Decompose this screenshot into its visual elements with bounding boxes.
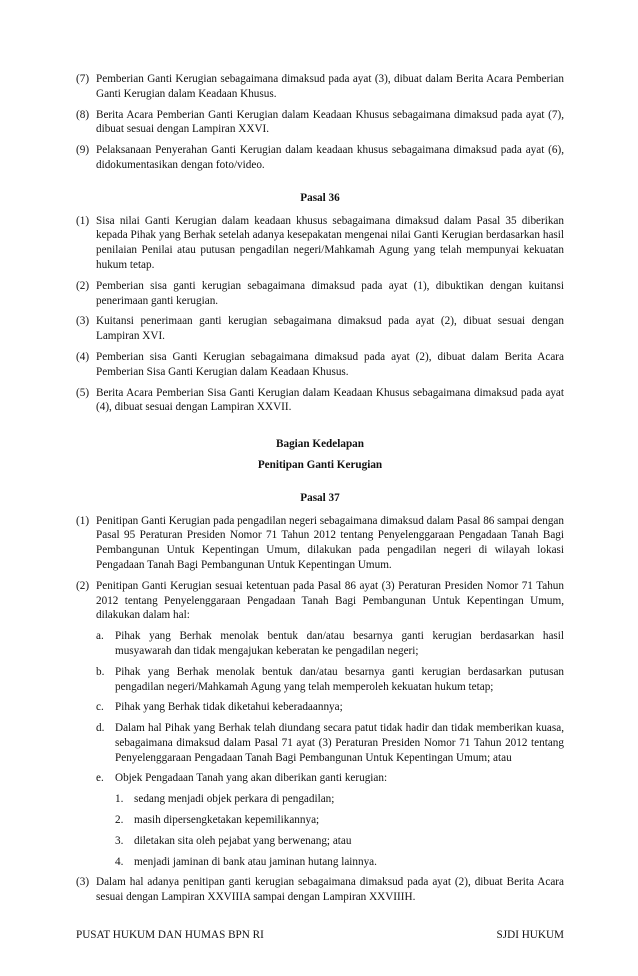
footer-left-text: PUSAT HUKUM DAN HUMAS BPN RI bbox=[76, 929, 264, 941]
clause-number: (1) bbox=[76, 514, 90, 527]
pasal-36-clause-5 bbox=[76, 386, 564, 416]
clause-text: Sisa nilai Ganti Kerugian dalam keadaan khusus sebagaimana dimaksud dalam Pasal 35 diberikan kepada Pihak yang Berhak setelah adanya kesepakatan mengenai nilai Ganti Kerugian berdasarkan hasil penilaian Penilai atau putusan pengadilan negeri/Mahkamah Agung yang telah mempunyai kekuatan hukum tetap. bbox=[96, 214, 564, 271]
sub-sub-item-text: menjadi jaminan di bank atau jaminan hutang lainnya. bbox=[134, 855, 377, 868]
sub-item-letter: a. bbox=[96, 630, 104, 643]
clause-number: (2) bbox=[76, 279, 90, 292]
clause-text: Berita Acara Pemberian Sisa Ganti Kerugian dalam Keadaan Khusus sebagaimana dimaksud pada ayat (4), dibuat sesuai dengan Lampiran XXVII. bbox=[96, 386, 564, 414]
clause-number: (7) bbox=[76, 73, 90, 85]
sub-sub-item-2 bbox=[115, 813, 564, 828]
clause-text: Pemberian sisa ganti kerugian sebagaimana dimaksud pada ayat (1), dibuktikan dengan kuitansi penerimaan ganti kerugian. bbox=[96, 279, 564, 307]
pasal-37-clause-2 bbox=[76, 579, 564, 870]
clause-number: (8) bbox=[76, 108, 90, 121]
sub-item-d bbox=[96, 721, 564, 765]
sub-sub-item-number: 1. bbox=[115, 793, 124, 806]
sub-item-letter: d. bbox=[96, 722, 105, 735]
pasal-36-clause-2 bbox=[76, 279, 564, 309]
footer-right-text: SJDI HUKUM bbox=[496, 929, 564, 941]
clause-number: (4) bbox=[76, 350, 90, 363]
sub-item-b bbox=[96, 665, 564, 695]
clause-9 bbox=[76, 143, 564, 173]
clause-text: Pemberian sisa Ganti Kerugian sebagaimana dimaksud pada ayat (2), dibuat dalam Berita Acara Pemberian Sisa Ganti Kerugian dalam Keadaan Khusus. bbox=[96, 350, 564, 378]
sub-sub-item-3 bbox=[115, 834, 564, 849]
sub-sub-item-text: masih dipersengketakan kepemilikannya; bbox=[134, 814, 320, 827]
sub-item-c bbox=[96, 700, 564, 715]
clause-number: (9) bbox=[76, 144, 90, 157]
pasal-36-clause-4 bbox=[76, 350, 564, 380]
clause-7 bbox=[76, 72, 564, 102]
sub-item-e bbox=[96, 771, 564, 786]
clause-text: Berita Acara Pemberian Ganti Kerugian dalam Keadaan Khusus sebagaimana dimaksud pada ayat (7), dibuat sesuai dengan Lampiran XXVI. bbox=[96, 108, 564, 136]
pasal-36-heading: Pasal 36 bbox=[300, 191, 340, 204]
pasal-36-clause-1 bbox=[76, 214, 564, 273]
clause-8 bbox=[76, 108, 564, 138]
sub-item-letter: e. bbox=[96, 772, 104, 785]
sub-sub-item-number: 3. bbox=[115, 834, 124, 847]
clause-number: (5) bbox=[76, 386, 90, 399]
sub-item-text: Pihak yang Berhak tidak diketahui keberadaannya; bbox=[115, 701, 343, 714]
sub-item-letter: c. bbox=[96, 701, 104, 714]
sub-item-letter: b. bbox=[96, 665, 105, 678]
sub-sub-item-number: 4. bbox=[115, 855, 124, 868]
sub-sub-item-number: 2. bbox=[115, 814, 124, 827]
sub-item-text: Pihak yang Berhak menolak bentuk dan/atau besarnya ganti kerugian berdasarkan hasil musyawarah dan tidak mengajukan keberatan ke pengadilan negeri; bbox=[115, 630, 564, 657]
clause-text: Pelaksanaan Penyerahan Ganti Kerugian dalam keadaan khusus sebagaimana dimaksud pada ayat (6), didokumentasikan dengan foto/video. bbox=[96, 144, 564, 171]
clause-number: (1) bbox=[76, 214, 90, 227]
clause-number: (2) bbox=[76, 579, 90, 592]
sub-sub-item-text: sedang menjadi objek perkara di pengadilan; bbox=[134, 793, 335, 806]
clause-text: Penitipan Ganti Kerugian sesuai ketentuan pada Pasal 86 ayat (3) Peraturan Presiden Nomor 71 Tahun 2012 tentang Penyelenggaraan Pengadaan Tanah Bagi Pembangunan Untuk Kepentingan Umum, dilakukan dalam hal: bbox=[96, 579, 564, 622]
document-page bbox=[76, 72, 564, 911]
sub-item-text: Pihak yang Berhak menolak bentuk dan/atau besarnya ganti kerugian berdasarkan putusan pengadilan negeri/Mahkamah Agung yang telah memperoleh kekuatan hukum tetap; bbox=[115, 665, 564, 693]
clause-number: (3) bbox=[76, 876, 90, 889]
sub-sub-item-1 bbox=[115, 792, 564, 807]
clause-text: Kuitansi penerimaan ganti kerugian sebagaimana dimaksud pada ayat (2), dibuat sesuai dengan Lampiran XVI. bbox=[96, 315, 564, 343]
clause-text: Dalam hal adanya penitipan ganti kerugian sebagaimana dimaksud pada ayat (2), dibuat Berita Acara sesuai dengan Lampiran XXVIIIA sampai dengan Lampiran XXVIIIH. bbox=[96, 876, 564, 904]
bagian-heading: Bagian Kedelapan bbox=[276, 438, 364, 451]
sub-item-a bbox=[96, 629, 564, 659]
bagian-subheading: Penitipan Ganti Kerugian bbox=[257, 458, 383, 471]
pasal-36-clause-3 bbox=[76, 314, 564, 344]
clause-number: (3) bbox=[76, 315, 90, 328]
sub-item-text: Objek Pengadaan Tanah yang akan diberikan ganti kerugian: bbox=[115, 772, 388, 785]
clause-text: Pemberian Ganti Kerugian sebagaimana dimaksud pada ayat (3), dibuat dalam Berita Acara Pemberian Ganti Kerugian dalam Keadaan Khusus. bbox=[96, 73, 564, 100]
pasal-37-heading: Pasal 37 bbox=[300, 491, 340, 504]
clause-text: Penitipan Ganti Kerugian pada pengadilan negeri sebagaimana dimaksud dalam Pasal 86 sampai dengan Pasal 95 Peraturan Presiden Nomor 71 Tahun 2012 tentang Penyelenggaraan Pengadaan Tanah Bagi Pembangunan Untuk Kepentingan Umum, dilakukan pada pengadilan negeri di wilayah lokasi Pengadaan Tanah Bagi Pembangunan Untuk Kepentingan Umum. bbox=[96, 514, 564, 571]
sub-sub-item-text: diletakan sita oleh pejabat yang berwenang; atau bbox=[134, 834, 352, 847]
sub-sub-item-4 bbox=[115, 855, 564, 870]
pasal-37-clause-3 bbox=[76, 875, 564, 905]
pasal-37-clause-1 bbox=[76, 514, 564, 573]
sub-item-text: Dalam hal Pihak yang Berhak telah diundang secara patut tidak hadir dan tidak memberikan kuasa, sebagaimana dimaksud dalam Pasal 71 ayat (3) Peraturan Presiden Nomor 71 Tahun 2012 tentang Penyelenggaraan Pengadaan Tanah Bagi Pembangunan Untuk Kepentingan Umum; atau bbox=[115, 722, 564, 764]
